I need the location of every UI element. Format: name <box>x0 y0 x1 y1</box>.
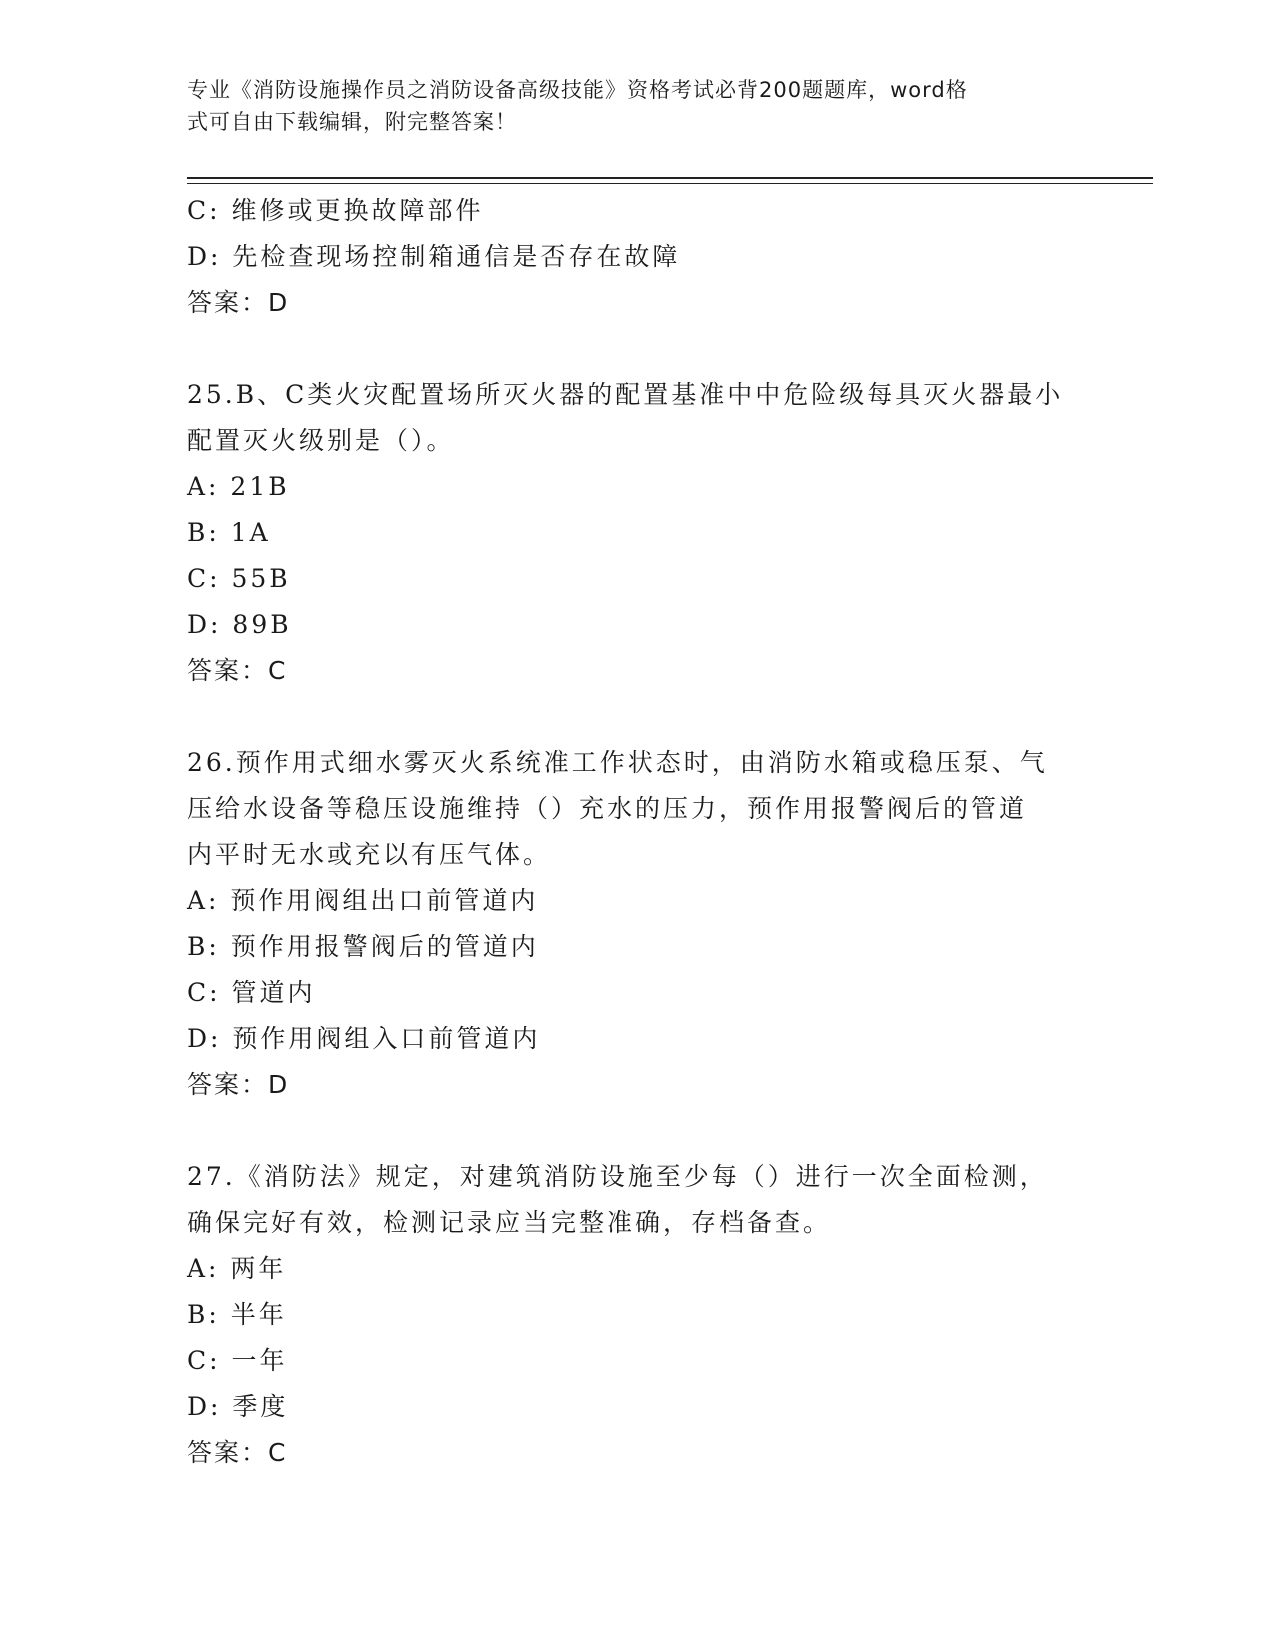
option-c: C: 55B <box>187 564 291 593</box>
question-list <box>187 188 1087 1476</box>
option-a: A: 两年 <box>187 1254 287 1283</box>
question-text-line: 25.B、C类火灾配置场所灭火器的配置基准中中危险级每具灭火器最小 <box>187 380 1064 409</box>
option-d: D: 预作用阀组入口前管道内 <box>187 1024 541 1053</box>
question-24-tail <box>187 188 1087 326</box>
option-b: B: 半年 <box>187 1300 287 1329</box>
question-text-line: 压给水设备等稳压设施维持（）充水的压力，预作用报警阀后的管道 <box>187 794 1028 823</box>
option-b: B: 1A <box>187 518 271 547</box>
answer-line: 答案：C <box>187 656 288 685</box>
header-line-1: 专业《消防设施操作员之消防设备高级技能》资格考试必背200题题库，word格 <box>187 78 968 102</box>
answer-line: 答案：C <box>187 1438 288 1467</box>
option-d: D: 季度 <box>187 1392 289 1421</box>
question-text-line: 26.预作用式细水雾灭火系统准工作状态时，由消防水箱或稳压泵、气 <box>187 748 1048 777</box>
question-25 <box>187 372 1087 694</box>
question-text-line: 内平时无水或充以有压气体。 <box>187 840 552 869</box>
question-text-line: 27.《消防法》规定，对建筑消防设施至少每（）进行一次全面检测， <box>187 1162 1048 1191</box>
spacer <box>187 1108 1087 1154</box>
option-a: A: 预作用阀组出口前管道内 <box>187 886 539 915</box>
question-27 <box>187 1154 1087 1476</box>
answer-line: 答案：D <box>187 1070 290 1099</box>
question-text-line: 确保完好有效，检测记录应当完整准确，存档备查。 <box>187 1208 832 1237</box>
option-c: C: 维修或更换故障部件 <box>187 196 484 225</box>
option-a: A: 21B <box>187 472 290 501</box>
header-rule-thick <box>187 177 1153 179</box>
option-c: C: 一年 <box>187 1346 288 1375</box>
spacer <box>187 694 1087 740</box>
answer-line: 答案：D <box>187 288 290 317</box>
document-header <box>187 74 1087 138</box>
question-26 <box>187 740 1087 1108</box>
header-rule-thin <box>187 183 1153 184</box>
option-c: C: 管道内 <box>187 978 316 1007</box>
spacer <box>187 326 1087 372</box>
option-d: D: 先检查现场控制箱通信是否存在故障 <box>187 242 681 271</box>
header-line-2: 式可自由下载编辑，附完整答案！ <box>187 110 517 134</box>
question-text-line: 配置灭火级别是（）。 <box>187 426 455 455</box>
option-d: D: 89B <box>187 610 292 639</box>
option-b: B: 预作用报警阀后的管道内 <box>187 932 539 961</box>
